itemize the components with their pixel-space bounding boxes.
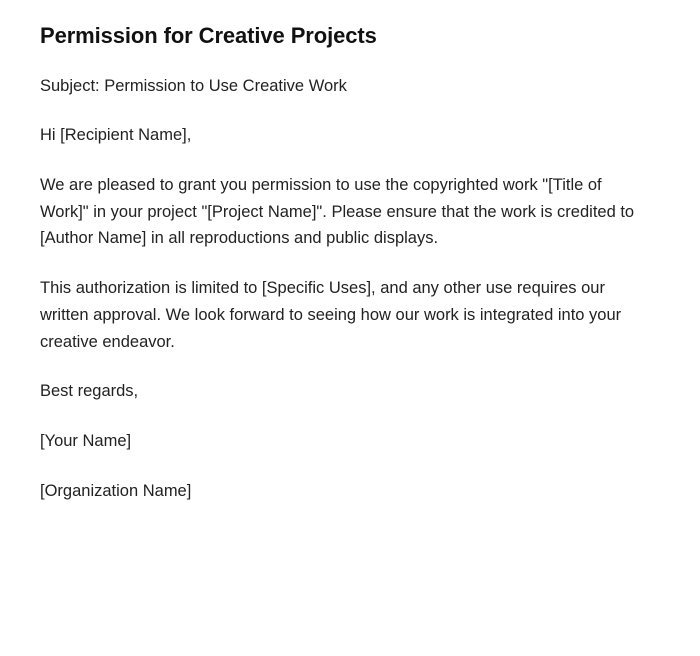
paragraph-closing: Best regards, (40, 382, 139, 401)
paragraph-body-1: We are pleased to grant you permission to use the copyrighted work "[Title of Work]" in your project "[Project Name]". Please ensure that the work is credited to [Author Name] in all reproductions and public displays. (40, 176, 635, 248)
page-title: Permission for Creative Projects (40, 23, 377, 48)
paragraph-signature-name: [Your Name] (40, 432, 132, 451)
paragraph-salutation: Hi [Recipient Name], (40, 126, 192, 145)
paragraph-body-2: This authorization is limited to [Specific Uses], and any other use requires our written approval. We look forward to seeing how our work is integrated into your creative endeavor. (40, 279, 622, 351)
paragraph-subject: Subject: Permission to Use Creative Work (40, 76, 347, 95)
paragraph-signature-organization: [Organization Name] (40, 481, 192, 500)
